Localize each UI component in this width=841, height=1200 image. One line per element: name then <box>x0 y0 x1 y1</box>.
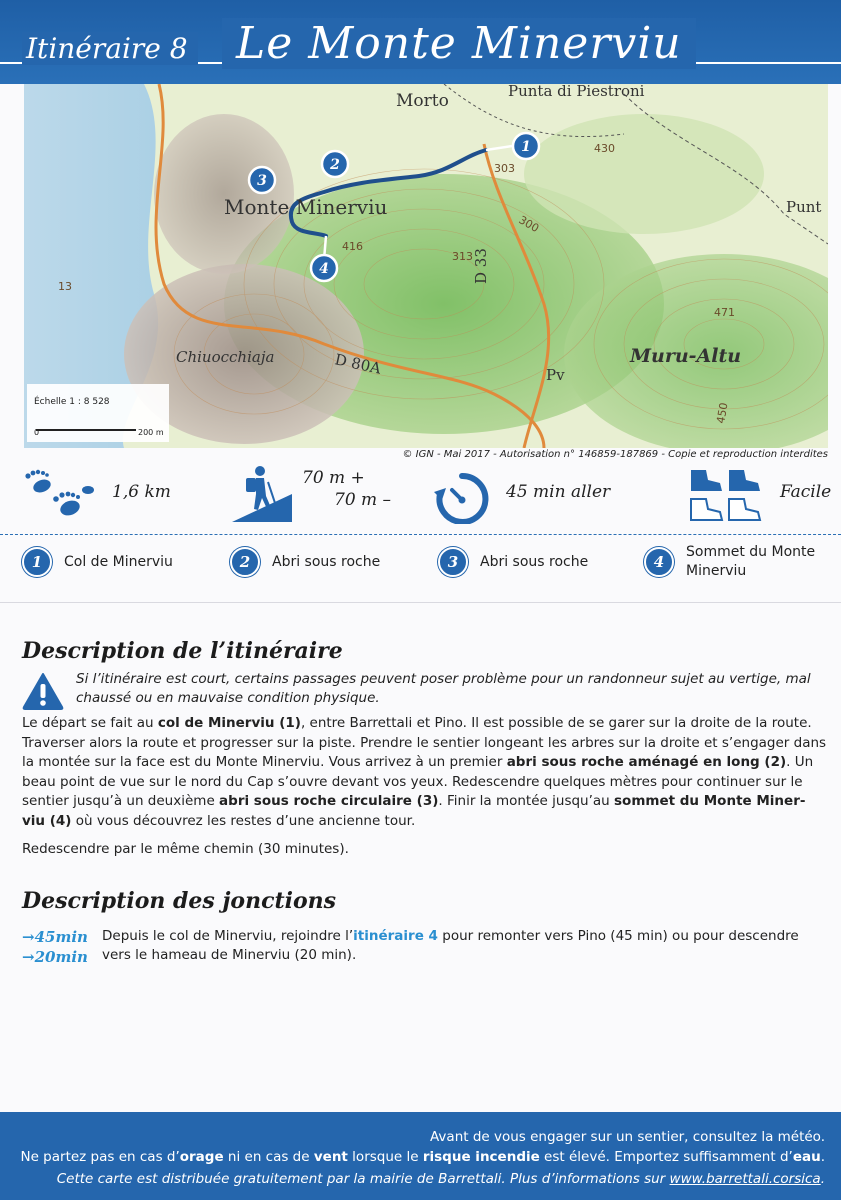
svg-text:Échelle 1 : 8 528: Échelle 1 : 8 528 <box>34 397 110 407</box>
road-pv: Pv <box>546 366 565 384</box>
junctions-text: Depuis le col de Minerviu, rejoindre l’itinéraire 4 pour remonter vers Pino (45 min) ou pour descendre vers le hameau de Minerviu (20 min). <box>102 928 799 963</box>
page-fold <box>0 602 841 603</box>
elev-416: 416 <box>342 240 363 253</box>
warning-icon <box>22 672 64 710</box>
waypoint-2 <box>230 540 380 584</box>
itinerary-number: Itinéraire 8 <box>22 32 198 65</box>
map-label-monte-minerviu: Monte Minerviu <box>224 195 388 219</box>
svg-text:200 m: 200 m <box>138 428 164 437</box>
map-label-chiuocchiaja: Chiuocchiaja <box>176 348 275 366</box>
footer-line-3: Cette carte est distribuée gratuitement par la mairie de Barrettali. Plus d’informations sur www.barrettali.corsica. <box>56 1171 825 1187</box>
svg-text:2: 2 <box>330 157 340 173</box>
elev-430: 430 <box>594 142 615 155</box>
elev-471: 471 <box>714 306 735 319</box>
map-marker-3 <box>249 167 275 193</box>
stat-distance <box>22 462 202 530</box>
waypoint-badge: 2 <box>230 547 260 577</box>
stats-row <box>0 462 841 530</box>
elev-300: 300 <box>516 213 542 236</box>
map-label-punta-piestroni: Punta di Piestroni <box>508 84 645 100</box>
shelter-circular: abri sous roche circulaire (3) <box>219 793 439 809</box>
waypoint-label: Abri sous roche <box>272 553 381 570</box>
map-marker-2 <box>322 151 348 177</box>
stat-elevation <box>232 462 432 530</box>
waypoint-badge: 4 <box>644 547 674 577</box>
start-point: col de Minerviu (1) <box>157 715 301 731</box>
map-marker-4 <box>311 255 337 281</box>
stat-duration <box>434 462 634 530</box>
waypoint-badge: 3 <box>438 547 468 577</box>
hiker-icon <box>232 464 292 524</box>
svg-text:1: 1 <box>521 139 531 155</box>
elevation-down: 70 m – <box>334 490 392 510</box>
page-header <box>0 0 841 84</box>
elev-450: 450 <box>714 401 731 425</box>
summit: sommet du Monte Miner-viu (4) <box>22 793 806 829</box>
svg-text:0: 0 <box>34 428 40 437</box>
map-label-punt: Punt <box>786 198 822 216</box>
map-label-morto: Morto <box>396 91 449 111</box>
shelter-long: abri sous roche aménagé en long (2) <box>506 754 787 770</box>
divider-dashed <box>0 534 841 535</box>
topographic-map <box>24 84 828 448</box>
map-credit: © IGN - Mai 2017 - Autorisation n° 146859-187869 - Copie et reproduction interdites <box>402 449 828 460</box>
elev-13: 13 <box>58 280 72 293</box>
waypoint-badge: 1 <box>22 547 52 577</box>
waypoint-3 <box>438 540 588 584</box>
website-link[interactable]: www.barrettali.corsica <box>669 1171 821 1187</box>
description-heading: Description de l’itinéraire <box>22 638 343 664</box>
elev-303: 303 <box>494 162 515 175</box>
elev-313: 313 <box>452 250 473 263</box>
warning-text: Si l’itinéraire est court, certains passages peuvent poser problème pour un randonneur sujet au vertige, mal chaussé ou en mauvaise condition physique. <box>76 671 811 706</box>
waypoint-1 <box>22 540 173 584</box>
stopwatch-icon <box>434 470 490 524</box>
stat-difficulty <box>688 462 838 530</box>
difficulty-value: Facile <box>780 482 832 502</box>
junctions-heading: Description des jonctions <box>22 888 337 914</box>
map-marker-1 <box>513 133 539 159</box>
map-scale-box <box>27 384 169 442</box>
elevation-up: 70 m + <box>302 468 365 488</box>
return-paragraph: Redescendre par le même chemin (30 minutes). <box>22 841 349 857</box>
map-label-muru-altu: Muru-Altu <box>630 345 742 367</box>
footer-line-2: Ne partez pas en cas d’orage ni en cas de vent lorsque le risque incendie est élevé. Emportez suffisamment d’eau. <box>20 1149 825 1165</box>
svg-text:4: 4 <box>319 261 329 277</box>
waypoint-label: Sommet du Monte Minerviu <box>686 544 816 579</box>
distance-value: 1,6 km <box>112 482 171 502</box>
waypoint-4 <box>644 540 815 584</box>
waypoint-label: Col de Minerviu <box>64 553 173 570</box>
road-d33: D 33 <box>472 248 490 284</box>
duration-value: 45 min aller <box>506 482 611 502</box>
footprints-icon <box>22 468 100 524</box>
page-footer <box>0 1112 841 1200</box>
road-d80a: D 80A <box>333 350 383 378</box>
boots-icon <box>688 466 766 524</box>
description-paragraph: Le départ se fait au col de Minerviu (1), entre Barrettali et Pino. Il est possible de se garer sur la droite de la route. Traverser alors la route et progresser sur la piste. Prendre le sentier longeant les arbres sur la droite et s’engager dans la montée sur la face est du Monte Minerviu. Vous arrivez à un premier abri sous roche aménagé en long (2). Un beau point de vue sur le nord du Cap s’ouvre devant vos yeux. Redescendre quelques mètres pour continuer sur le sentier jusqu’à un deuxième abri sous roche circulaire (3). Finir la montée jusqu’au sommet du Monte Miner-viu (4) où vous découvrez les restes d’une ancienne tour. <box>22 715 827 829</box>
page-title: Le Monte Minerviu <box>222 18 696 69</box>
waypoint-legend <box>0 540 841 584</box>
arrow-45min: →45min <box>22 928 88 946</box>
itinerary-4-link[interactable]: itinéraire 4 <box>353 928 438 944</box>
svg-text:3: 3 <box>257 173 267 189</box>
waypoint-label: Abri sous roche <box>480 553 589 570</box>
arrow-20min: →20min <box>22 948 88 966</box>
footer-line-1: Avant de vous engager sur un sentier, consultez la météo. <box>429 1129 825 1145</box>
